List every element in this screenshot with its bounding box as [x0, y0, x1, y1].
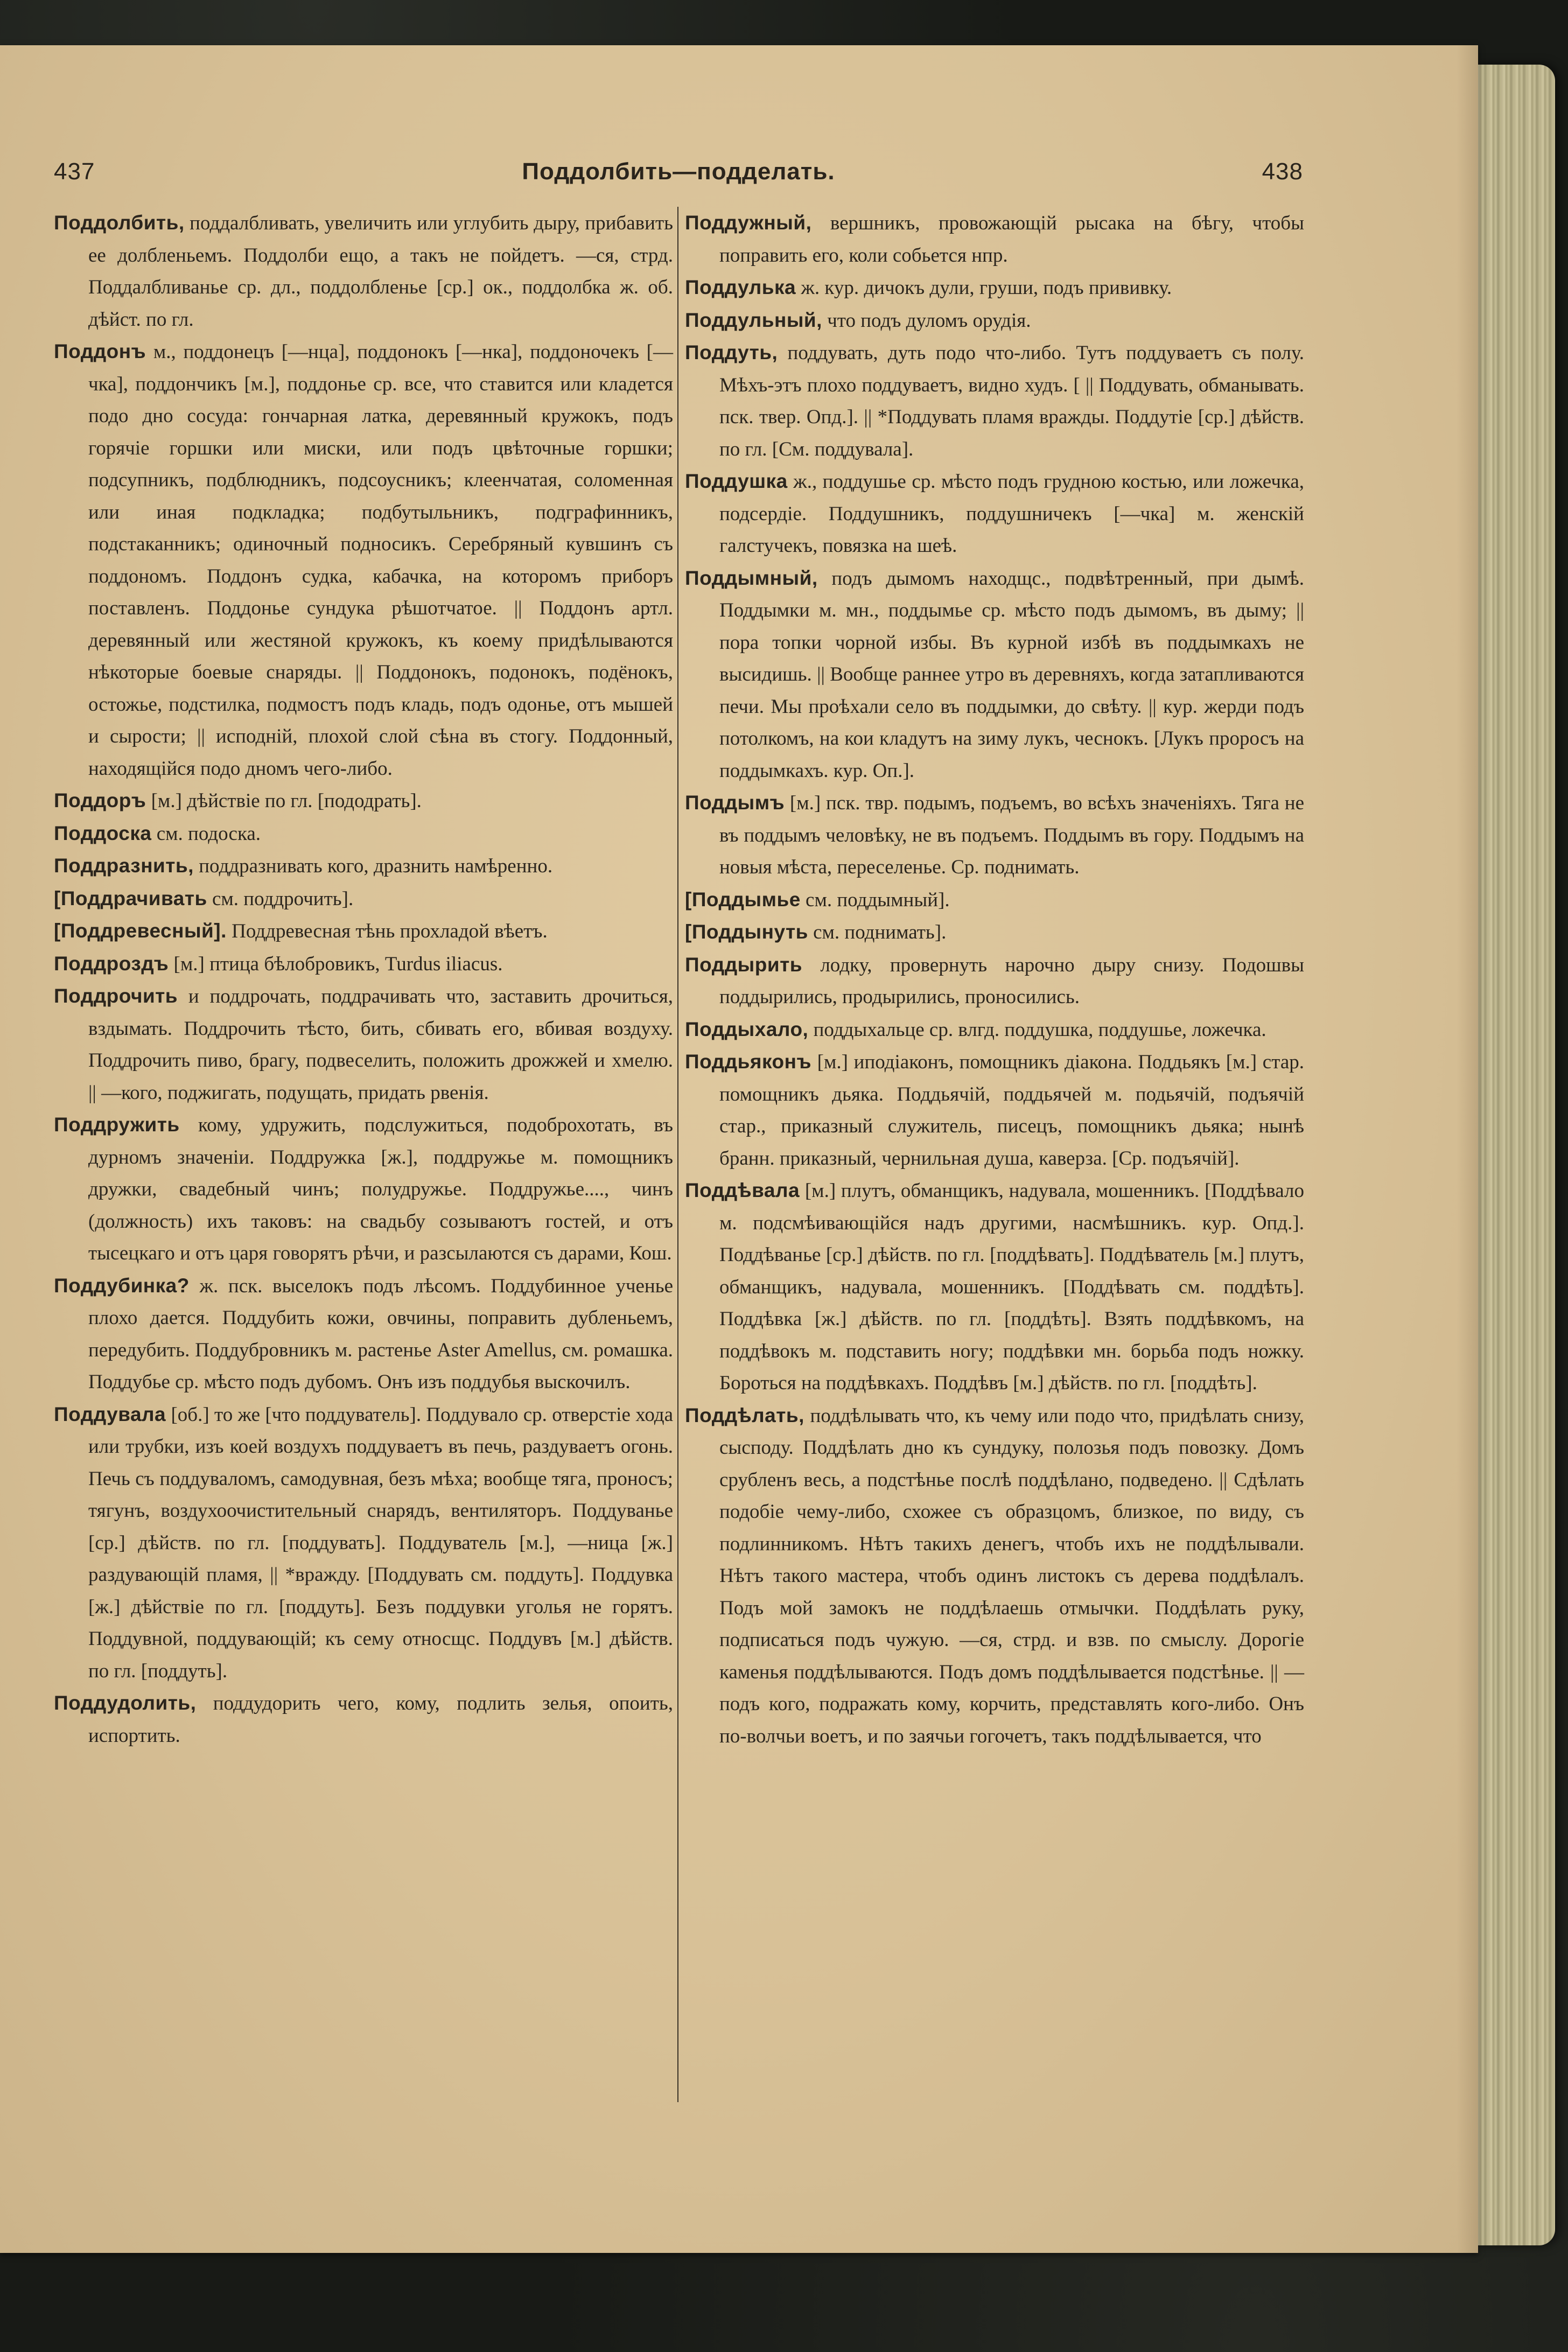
dictionary-entry: [685, 207, 1304, 271]
entry-headword: Поддубинка?: [54, 1274, 190, 1297]
entry-definition: поддѣлывать что, къ чему или подо что, придѣлать снизу, сысподу. Поддѣлать дно къ сундуку, полозья подъ повозку. Домъ срубленъ весь, а подстѣнье послѣ поддѣлано, подведено. || Сдѣлать подобіе чему-либо, схожее съ образцомъ, близкое, по виду, съ подлинникомъ. Нѣтъ такихъ денегъ, чтобъ ихъ не поддѣлывали. Нѣтъ такого мастера, чтобъ одинъ листокъ съ дерева поддѣлалъ. Подъ мой замокъ не поддѣлаешь отмычки. Поддѣлать руку, подписаться подъ чужую. —ся, стрд. и взв. по смыслу. Дорогіе каменья поддѣлываются. Подъ домъ поддѣлывается подстѣнье. || —подъ кого, подражать кому, корчить, представлять кого-либо. Онъ по-волчьи воетъ, и по заячьи гогочетъ, такъ поддѣлывается, что: [719, 1404, 1305, 1747]
entry-definition: [м.] птица бѣлобровикъ, Turdus iliacus.: [173, 953, 503, 975]
entry-definition: [м.] плутъ, обманщикъ, надувала, мошенникъ. [Поддѣвало м. подсмѣивающійся надъ другими, насмѣшникъ. кур. Опд.]. Поддѣванье [ср.] дѣйств. по гл. [поддѣвать]. Поддѣватель [м.] плутъ, обманщикъ, надувала, мошенникъ. [Поддѣвать см. поддѣть]. Поддѣвка [ж.] дѣйств. по гл. [поддѣть]. Взять поддѣвкомъ, на поддѣвокъ м. подставить ногу; поддѣвки мн. борьба подъ ножку. Бороться на поддѣвкахъ. Поддѣвъ [м.] дѣйств. по гл. [поддѣть].: [719, 1180, 1304, 1394]
entry-definition: поддудорить чего, кому, подлить зелья, опоить, испортить.: [88, 1692, 673, 1747]
dictionary-entry: [685, 465, 1304, 562]
entry-definition: подъ дымомъ находщс., подвѣтренный, при дымѣ. Поддымки м. мн., поддымье ср. мѣсто подъ дымомъ, въ дыму; || пора топки чорной избы. Въ курной избѣ въ поддымкахъ не высидишь. || Вообще раннее утро въ деревняхъ, когда затапливаются печи. Мы проѣхали село въ поддымки, до свѣту. || кур. жерди подъ потолкомъ, на кои кладутъ на зиму лукъ, чеснокъ. [Лукъ проросъ на поддымкахъ. кур. Оп.].: [719, 567, 1305, 782]
entry-headword: Поддружить: [54, 1114, 180, 1136]
dictionary-page: [0, 45, 1478, 2253]
entry-definition: [м.] дѣйствіе по гл. [пододрать].: [151, 790, 422, 812]
entry-definition: см. поддрочить].: [212, 887, 354, 910]
two-column-body: [54, 207, 1303, 2134]
entry-definition: поддразнивать кого, дразнить намѣренно.: [199, 855, 553, 877]
entry-headword: Поддужный,: [685, 212, 812, 234]
entry-headword: Поддушка: [685, 470, 788, 492]
entry-definition: Поддревесная тѣнь прохладой вѣетъ.: [232, 920, 548, 942]
entry-definition: [м.] иподіаконъ, помощникъ діакона. Поддьякъ [м.] стар. помощникъ дьяка. Поддьячій, поддьячей м. подьячій, подъячій стар., приказный служитель, писецъ, помощникъ дьяка; нынѣ бранн. приказный, чернильная душа, каверза. [Ср. подъячій].: [719, 1051, 1305, 1170]
dictionary-entry: [54, 980, 673, 1109]
dictionary-entry: [685, 884, 1304, 916]
entry-definition: ж., поддушье ср. мѣсто подъ грудною костью, или ложечка, подсердіе. Поддушникъ, поддушничекъ [—чка] м. женскій галстучекъ, повязка на шеѣ.: [719, 471, 1305, 557]
dictionary-entry: [685, 787, 1304, 884]
entry-headword: Поддулька: [685, 276, 796, 298]
left-column: [54, 207, 673, 1752]
entry-headword: Поддувала: [54, 1403, 166, 1425]
entry-headword: Поддоръ: [54, 789, 146, 811]
entry-headword: Поддымъ: [685, 792, 785, 814]
entry-definition: см. подоска.: [156, 822, 261, 845]
dictionary-entry: [685, 304, 1304, 337]
dictionary-entry: [685, 949, 1304, 1013]
dictionary-entry: [54, 817, 673, 850]
entry-definition: [об.] то же [что поддуватель]. Поддувало ср. отверстіе хода или трубки, изъ коей воздухъ поддуваетъ въ печь, раздуваетъ огонь. Печь съ поддуваломъ, самодувная, безъ мѣха; вообще тяга, проносъ; тягунъ, воздухоочистительный снарядъ, вентиляторъ. Поддуванье [ср.] дѣйств. по гл. [поддувать]. Поддуватель [м.], —ница [ж.] раздувающій пламя, || *вражду. [Поддувать см. поддуть]. Поддувка [ж.] дѣйствіе по гл. [поддуть]. Безъ поддувки уголья не горятъ. Поддувной, поддувающій; къ сему относщс. Поддувъ [м.] дѣйств. по гл. [поддуть].: [88, 1403, 674, 1682]
dictionary-entry: [54, 883, 673, 915]
entry-definition: м., поддонецъ [—нца], поддонокъ [—нка], поддоночекъ [—чка], поддончикъ [м.], поддонье ср. все, что ставится или кладется подо дно сосуда: гончарная латка, деревянный кружокъ, подъ горячіе горшки или миски, или подъ цвѣточные горшки; подсупникъ, подблюдникъ, подсоусникъ; клеенчатая, соломенная или иная подкладка; подбутыльникъ, подграфинникъ, подстаканникъ; одиночный подносикъ. Серебряный кувшинъ съ поддономъ. Поддонъ судка, кабачка, на которомъ приборъ поставленъ. Поддонье сундука рѣшотчатое. || Поддонъ артл. деревянный или жестяной кружокъ, къ коему придѣлываются нѣкоторые боевые снаряды. || Поддонокъ, подонокъ, подёнокъ, остожье, подстилка, подмостъ подъ кладь, подъ одонье, отъ мышей и сырости; || исподній, плохой слой сѣна въ стогу. Поддонный, находящійся подо дномъ чего-либо.: [88, 341, 674, 780]
entry-headword: Поддразнить,: [54, 855, 194, 877]
entry-definition: лодку, провернуть нарочно дыру снизу. Подошвы поддырились, продырились, проносились.: [719, 954, 1304, 1008]
entry-headword: Поддульный,: [685, 309, 822, 331]
dictionary-entry: [54, 850, 673, 883]
running-head: [54, 158, 1303, 196]
dictionary-entry: [54, 1398, 673, 1688]
entry-headword: [Поддынуть: [685, 921, 808, 943]
page-number-left: 437: [54, 158, 95, 185]
dictionary-entry: [54, 785, 673, 817]
entry-headword: Поддѣвала: [685, 1179, 800, 1201]
entry-headword: Поддьяконъ: [685, 1051, 811, 1073]
entry-definition: и поддрочать, поддрачивать что, заставить дрочиться, вздымать. Поддрочить тѣсто, бить, сбивать его, вбивая воздуху. Поддрочить пиво, брагу, подвеселить, положить дрожжей и хмелю. || —кого, поджигать, подущать, придать рвенія.: [88, 985, 673, 1104]
page-number-right: 438: [1262, 158, 1303, 185]
entry-definition: поддыхальце ср. влгд. поддушка, поддушье, ложечка.: [813, 1018, 1266, 1041]
entry-definition: [м.] пск. твр. подымъ, подъемъ, во всѣхъ значеніяхъ. Тяга не въ поддымъ человѣку, не въ подъемъ. Поддымъ въ гору. Поддымъ на новыя мѣста, переселенье. Ср. поднимать.: [719, 792, 1304, 878]
entry-definition: см. поднимать].: [813, 921, 947, 943]
dictionary-entry: [685, 1174, 1304, 1399]
dictionary-entry: [54, 948, 673, 981]
entry-definition: кому, удружить, подслужиться, подоброхотать, въ дурномъ значеніи. Поддружка [ж.], поддружье м. помощникъ дружки, свадебный чинъ; полудружье. Поддружье...., чинъ (должность) ихъ таковъ: на свадьбу созываютъ гостей, и отъ тысецкаго и отъ царя говорятъ рѣчи, и разсылаются съ дарами, Кош.: [88, 1114, 674, 1264]
entry-definition: что подъ дуломъ орудія.: [827, 309, 1031, 332]
dictionary-entry: [54, 1270, 673, 1398]
entry-headword: Поддымный,: [685, 566, 818, 589]
dictionary-entry: [685, 1046, 1304, 1174]
entry-definition: вершникъ, провожающій рысака на бѣгу, чтобы поправить его, коли собьется нпр.: [719, 212, 1304, 267]
entry-headword: Поддрочить: [54, 985, 178, 1007]
entry-definition: поддувать, дуть подо что-либо. Тутъ поддуваетъ съ полу. Мѣхъ-этъ плохо поддуваетъ, видно худъ. [ || Поддувать, обманывать. пск. твер. Опд.]. || *Поддувать пламя вражды. Поддутіе [ср.] дѣйств. по гл. [См. поддувала].: [719, 342, 1304, 460]
entry-headword: [Поддревесный].: [54, 920, 227, 942]
entry-definition: ж. пск. выселокъ подъ лѣсомъ. Поддубинное ученье плохо дается. Поддубить кожи, овчины, поправить дубленьемъ, передубить. Поддубровникъ м. растенье Aster Amellus, см. ромашка. Поддубье ср. мѣсто подъ дубомъ. Онъ изъ поддубья выскочилъ.: [88, 1275, 673, 1393]
entry-headword: Поддыхало,: [685, 1018, 809, 1040]
dictionary-entry: [685, 562, 1304, 787]
entry-headword: Поддырить: [685, 953, 802, 976]
entry-headword: Поддолбить,: [54, 212, 185, 234]
dictionary-entry: [54, 207, 673, 335]
dictionary-entry: [685, 271, 1304, 304]
entry-headword: Поддудолить,: [54, 1692, 197, 1714]
dictionary-entry: [685, 1013, 1304, 1046]
running-head-title: Поддолбить—подделать.: [522, 158, 835, 185]
entry-headword: Поддоска: [54, 822, 152, 844]
book-page-edges: [1475, 65, 1555, 2245]
entry-definition: ж. кур. дичокъ дули, груши, подъ прививку.: [801, 277, 1172, 299]
dictionary-entry: [54, 915, 673, 948]
column-divider: [677, 207, 678, 2102]
dictionary-entry: [54, 1109, 673, 1270]
dictionary-entry: [54, 335, 673, 785]
entry-definition: см. поддымный].: [806, 888, 950, 911]
dictionary-entry: [685, 1399, 1304, 1753]
dictionary-entry: [685, 916, 1304, 949]
entry-headword: Поддуть,: [685, 341, 778, 363]
entry-headword: Поддѣлать,: [685, 1404, 804, 1426]
dictionary-entry: [685, 337, 1304, 465]
entry-headword: Поддроздъ: [54, 952, 169, 975]
dictionary-entry: [54, 1687, 673, 1752]
entry-headword: [Поддымье: [685, 888, 801, 911]
entry-headword: [Поддрачивать: [54, 887, 207, 909]
right-column: [685, 207, 1304, 1752]
entry-definition: поддалбливать, увеличить или углубить дыру, прибавить ее долбленьемъ. Поддолби ещо, а такъ не пойдетъ. —ся, стрд. Поддалбливанье ср. дл., поддолбленье [ср.] ок., поддолбка ж. об. дѣйст. по гл.: [88, 212, 673, 331]
entry-headword: Поддонъ: [54, 340, 146, 362]
